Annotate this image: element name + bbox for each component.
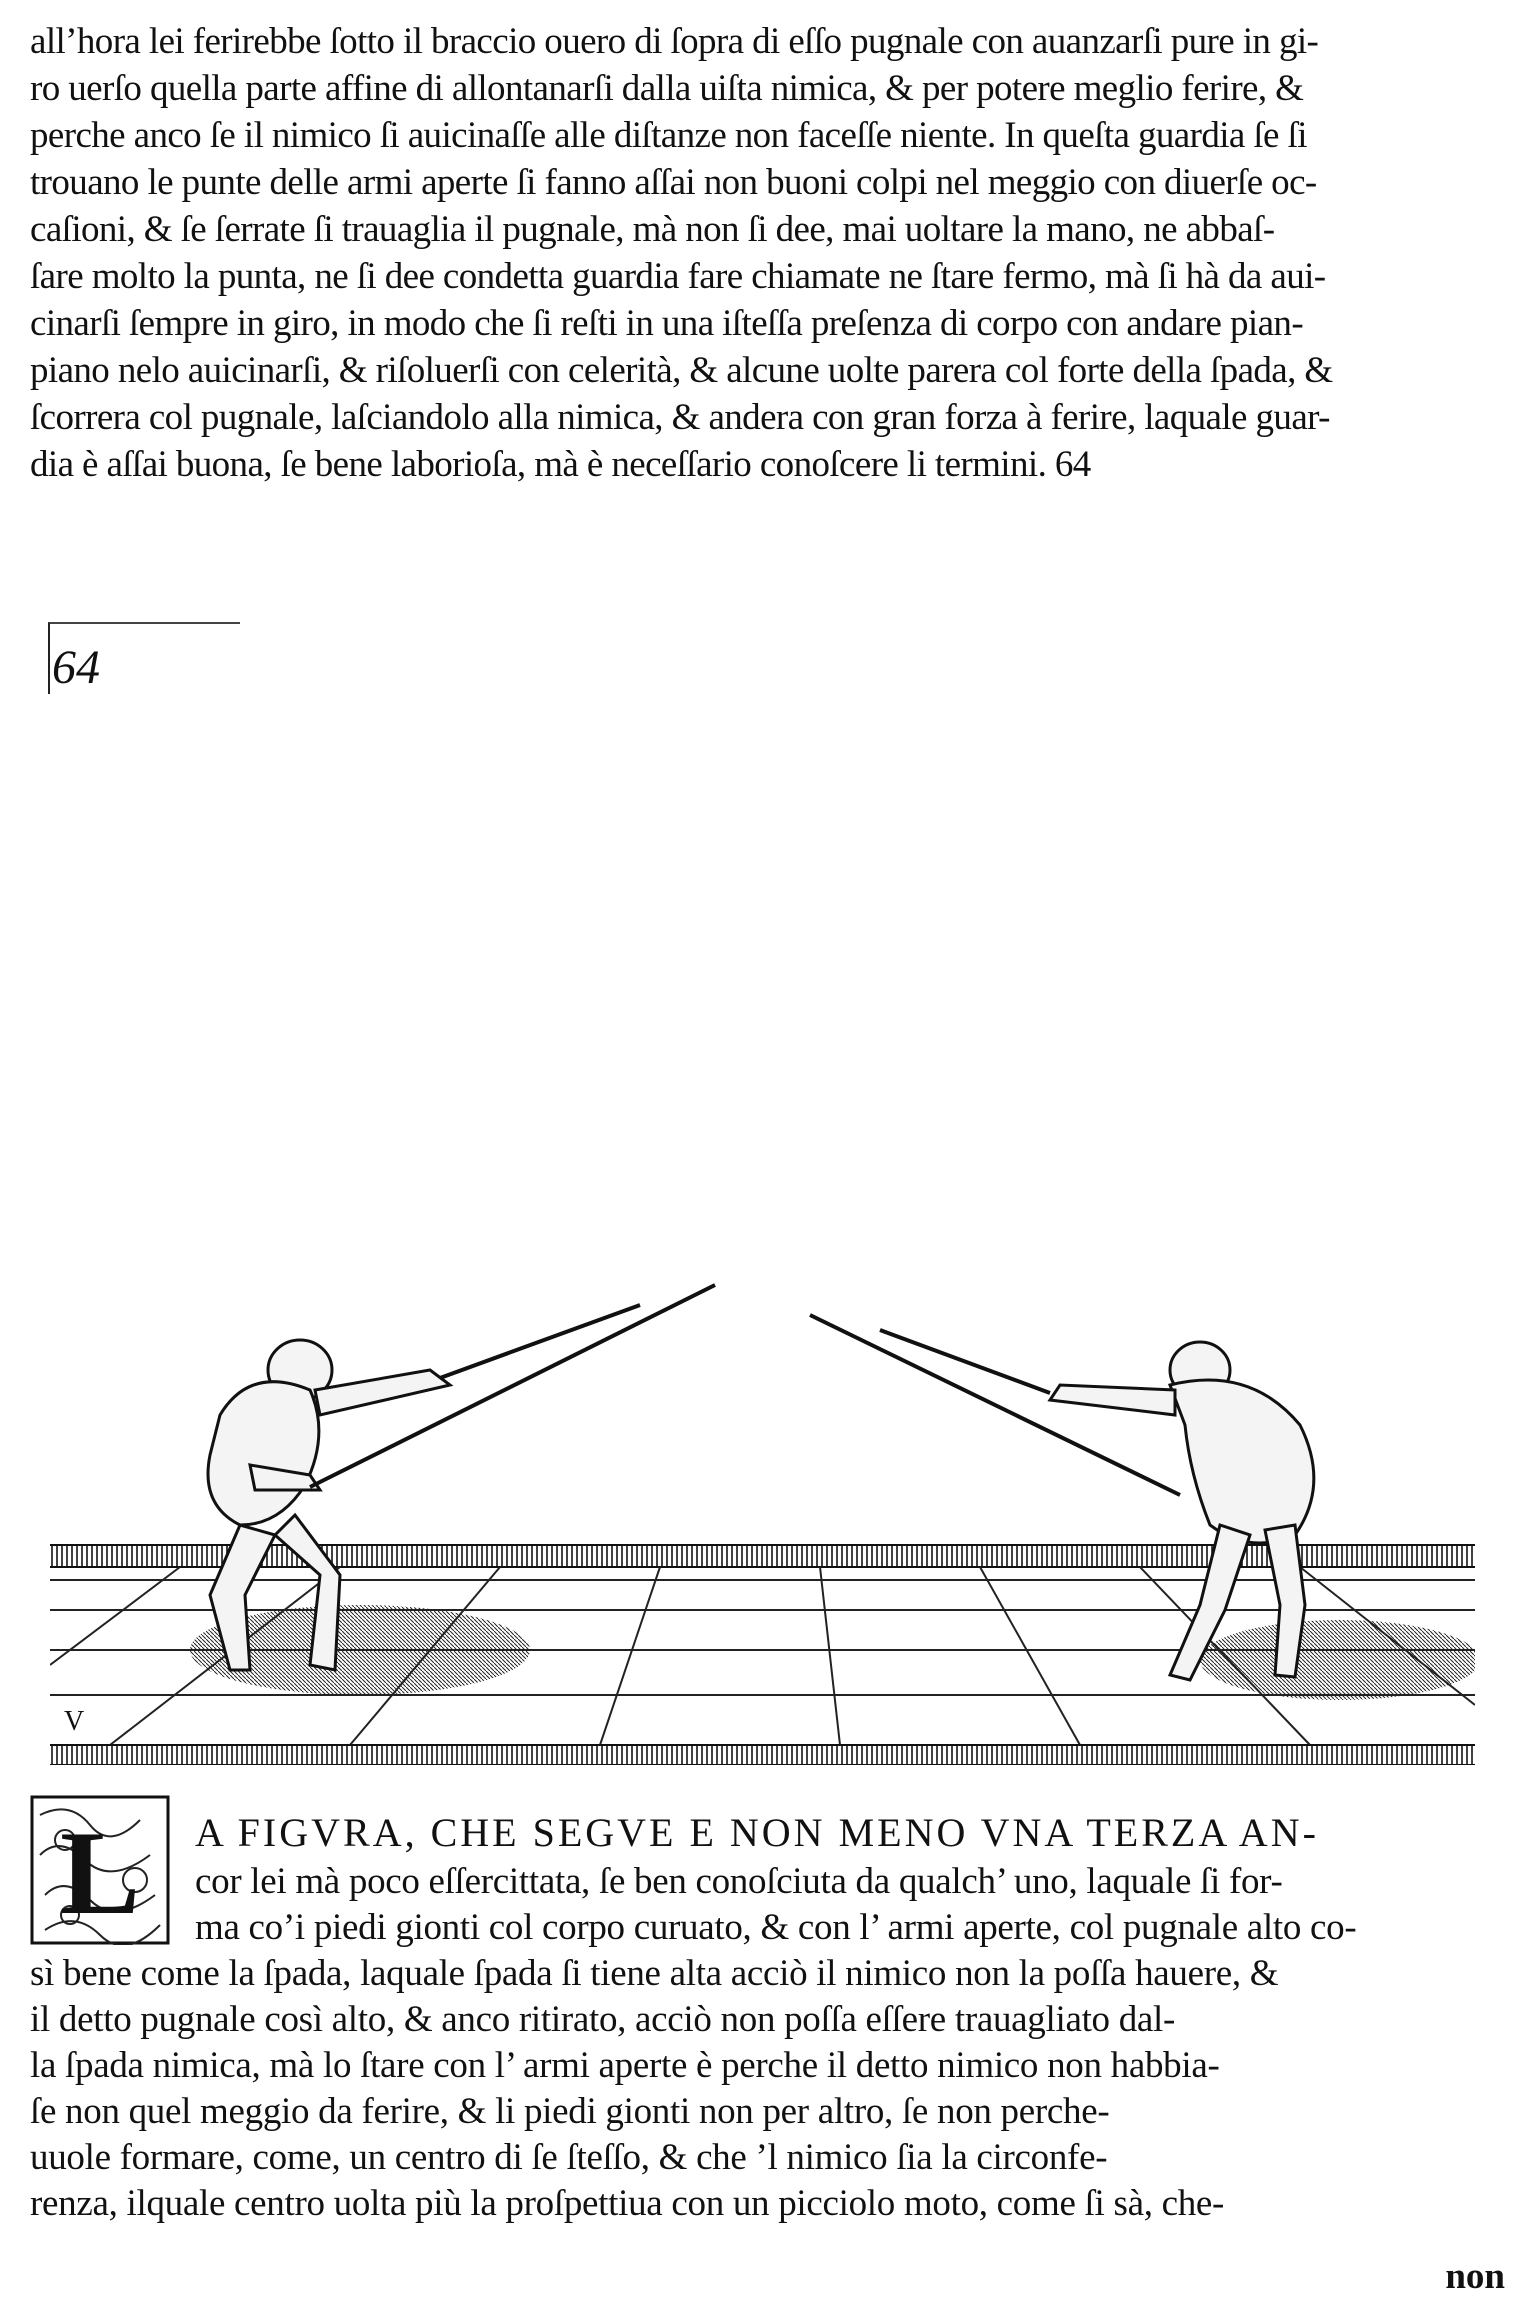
chapter-heading: A FIGVRA, CHE SEGVE E NON MENO VNA TERZA AN- <box>195 1810 1319 1855</box>
text-line: ro uerſo quella parte affine di allontanarſi dalla uiſta nimica, & per potere meglio ferire, & <box>30 68 1304 109</box>
text-line: la ſpada nimica, mà lo ſtare con l’ armi aperte è perche il detto nimico non habbia- <box>30 2045 1220 2086</box>
decorated-initial <box>30 1795 170 1945</box>
bottom-border <box>50 1745 1475 1765</box>
text-line: ſe non quel meggio da ferire, & li piedi gionti non per altro, ſe non perche- <box>30 2091 1110 2132</box>
text-line: ſcorrera col pugnale, laſciandolo alla nimica, & andera con gran forza à ferire, laquale guar- <box>30 397 1330 438</box>
right-fencer-shadow <box>1200 1620 1475 1700</box>
text-line: ma co’i piedi gionti col corpo curuato, & con l’ armi aperte, col pugnale alto co- <box>195 1907 1357 1948</box>
text-line: piano nelo auicinarſi, & riſoluerſi con celerità, & alcune uolte parera col forte della ſpada, & <box>30 350 1333 391</box>
text-line: all’hora lei ferirebbe ſotto il braccio ouero di ſopra di eſſo pugnale con auanzarſi pure in gi- <box>30 21 1319 62</box>
text-line: il detto pugnale così alto, & anco ritirato, acciò non poſſa eſſere trauagliato dal- <box>30 1999 1176 2040</box>
text-line: renza, ilquale centro uolta più la proſpettiua con un picciolo moto, come ſi sà, che- <box>30 2183 1225 2224</box>
text-line: sì bene come la ſpada, laquale ſpada ſi tiene alta acciò il nimico non la poſſa hauere, & <box>30 1953 1279 1994</box>
catchword: non <box>1445 2256 1505 2297</box>
fencing-engraving <box>50 1275 1475 1765</box>
initial-letter: L <box>59 1806 141 1939</box>
engraver-monogram: V <box>64 1706 85 1737</box>
text-line: cinarſi ſempre in giro, in modo che ſi reſti in una iſteſſa preſenza di corpo con andare pian- <box>30 303 1304 344</box>
text-line: trouano le punte delle armi aperte ſi fanno aſſai non buoni colpi nel meggio con diuerſe oc- <box>30 162 1317 203</box>
text-line: dia è aſſai buona, ſe bene laborioſa, mà è neceſſario conoſcere li termini. 64 <box>30 444 1091 485</box>
plate-number: 64 <box>52 641 100 694</box>
text-line: perche anco ſe il nimico ſi auicinaſſe alle diſtanze non faceſſe niente. In queſta guardia ſe ſi <box>30 115 1307 156</box>
text-line: cor lei mà poco eſſercittata, ſe ben conoſciuta da qualch’ uno, laquale ſi for- <box>195 1861 1283 1902</box>
text-line: ſare molto la punta, ne ſi dee condetta guardia fare chiamate ne ſtare fermo, mà ſi hà da aui- <box>30 256 1326 297</box>
text-line: caſioni, & ſe ſerrate ſi trauaglia il pugnale, mà non ſi dee, mai uoltare la mano, ne abbaſ- <box>30 209 1275 250</box>
left-dagger <box>440 1305 640 1378</box>
top-paragraph <box>30 18 1500 488</box>
text-line: uuole formare, come, un centro di ſe ſteſſo, & che ’l nimico ſia la circonfe- <box>30 2137 1108 2178</box>
